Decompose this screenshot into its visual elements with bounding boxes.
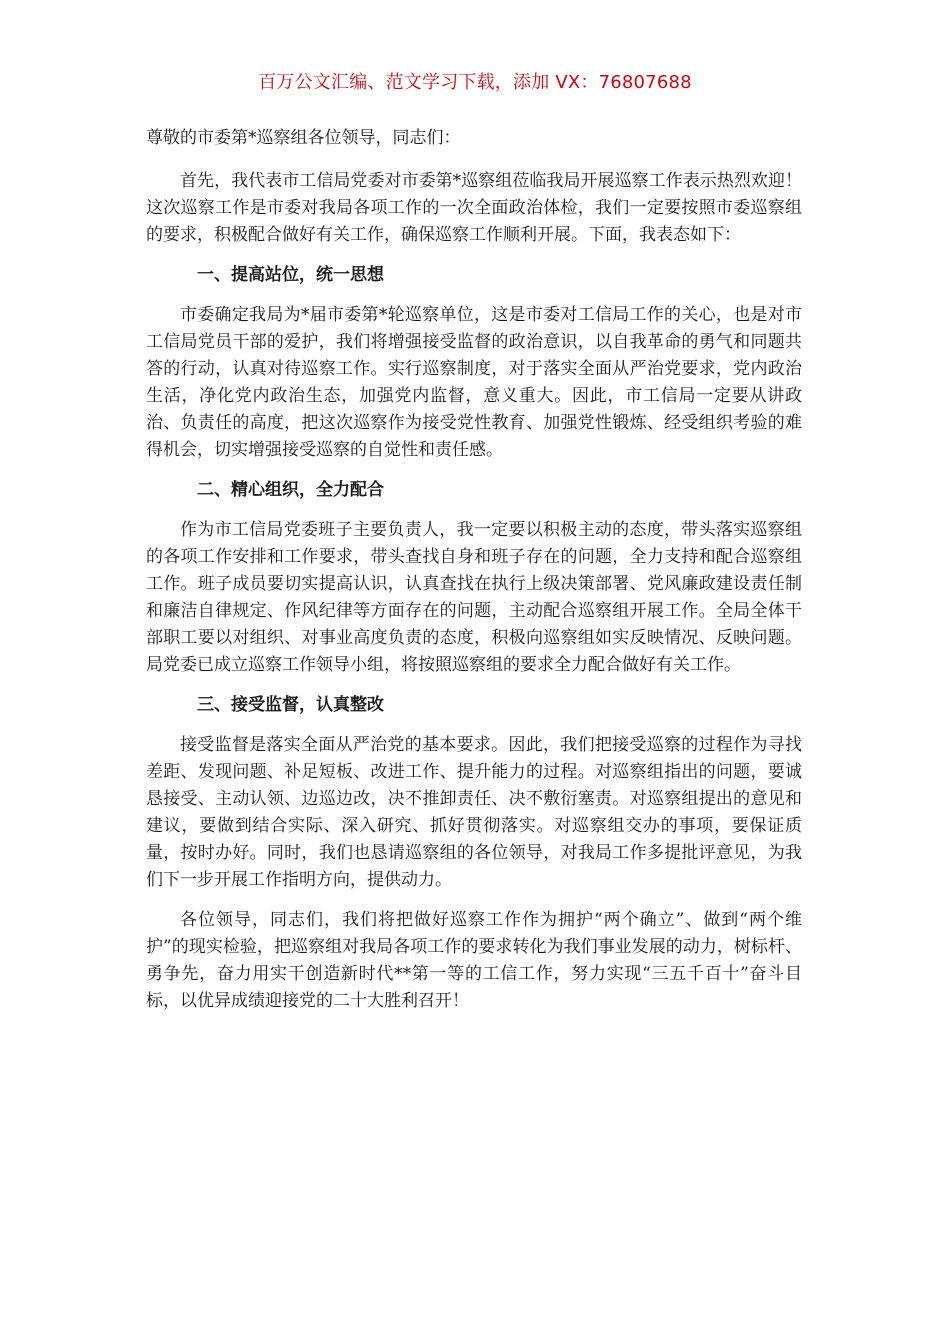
closing-paragraph: 各位领导，同志们，我们将把做好巡察工作作为拥护“两个确立”、做到“两个维护”的现实检验，把巡察组对我局各项工作的要求转化为我们事业发展的动力，树标杆、勇争先，奋力用实干创造新时代**第一等的工信工作，努力实现“三五千百十”奋斗目标，以优异成绩迎接党的二十大胜利召开！ xyxy=(146,910,802,1011)
section-body-2: 作为市工信局党委班子主要负责人，我一定要以积极主动的态度，带头落实巡察组的各项工作安排和工作要求，带头查找自身和班子存在的问题，全力支持和配合巡察组工作。班子成员要切实提高认识，认真查找在执行上级决策部署、党风廉政建设责任制和廉洁自律规定、作风纪律等方面存在的问题，主动配合巡察组开展工作。全局全体干部职工要以对组织、对事业高度负责的态度，积极向巡察组如实反映情况、反映问题。局党委已成立巡察工作领导小组，将按照巡察组的要求全力配合做好有关工作。 xyxy=(146,520,802,675)
section-heading-2: 二、精心组织，全力配合 xyxy=(197,480,384,500)
section-body-1: 市委确定我局为*届市委第*轮巡察单位，这是市委对工信局工作的关心，也是对市工信局党员干部的爱护，我们将增强接受监督的政治意识，以自我革命的勇气和同题共答的行动，认真对待巡察工作。实行巡察制度，对于落实全面从严治党要求，党内政治生活，净化党内政治生态，加强党内监督，意义重大。因此，市工信局一定要从讲政治、负责任的高度，把这次巡察作为接受党性教育、加强党性锻炼、经受组织考验的难得机会，切实增强接受巡察的自觉性和责任感。 xyxy=(146,305,802,460)
section-body-3: 接受监督是落实全面从严治党的基本要求。因此，我们把接受巡察的过程作为寻找差距、发现问题、补足短板、改进工作、提升能力的过程。对巡察组指出的问题，要诚恳接受、主动认领、边巡边改，决不推卸责任、决不敷衍塞责。对巡察组提出的意见和建议，要做到结合实际、深入研究、抓好贯彻落实。对巡察组交办的事项，要保证质量，按时办好。同时，我们也恳请巡察组的各位领导，对我局工作多提批评意见，为我们下一步开展工作指明方向，提供动力。 xyxy=(146,735,802,890)
salutation: 尊敬的市委第*巡察组各位领导，同志们： xyxy=(146,128,461,148)
section-heading-1: 一、提高站位，统一思想 xyxy=(197,265,384,285)
header-banner: 百万公文汇编、范文学习下载，添加 VX：76807688 xyxy=(258,72,692,93)
section-heading-3: 三、接受监督，认真整改 xyxy=(197,695,384,715)
document-body xyxy=(146,125,802,1028)
intro-paragraph: 首先，我代表市工信局党委对市委第*巡察组莅临我局开展巡察工作表示热烈欢迎！这次巡察工作是市委对我局各项工作的一次全面政治体检，我们一定要按照市委巡察组的要求，积极配合做好有关工作，确保巡察工作顺利开展。下面，我表态如下： xyxy=(146,171,802,245)
